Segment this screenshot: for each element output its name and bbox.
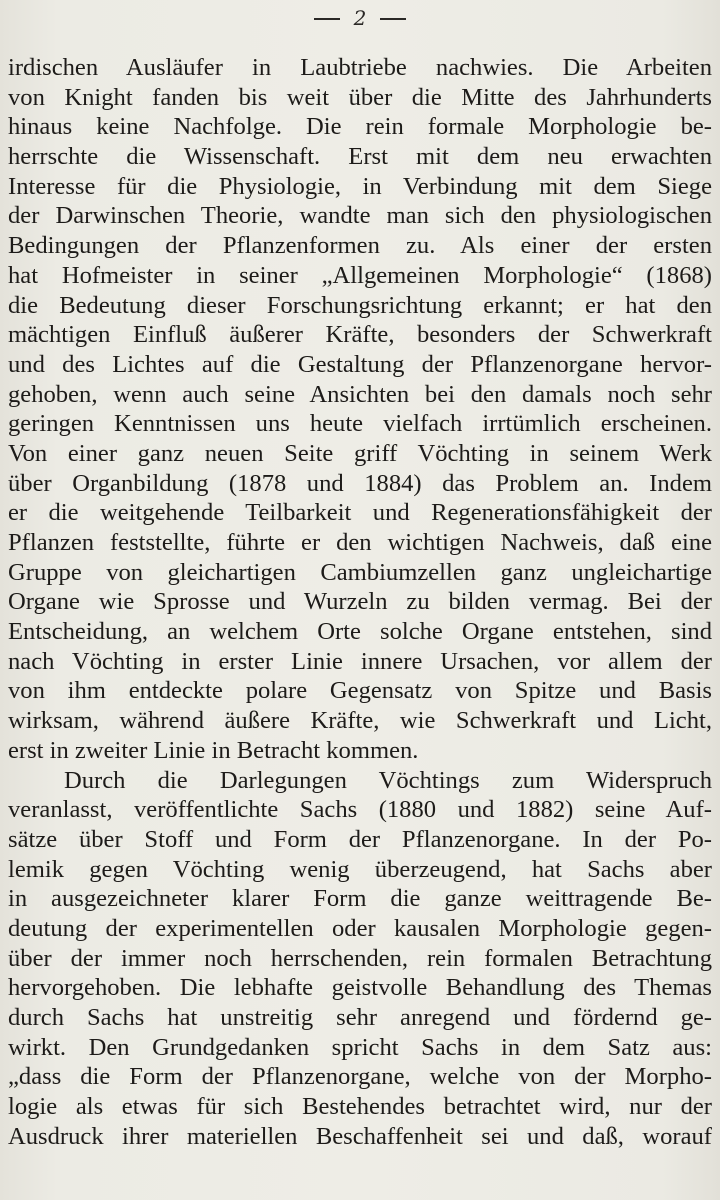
text-line: Entscheidung, an welchem Orte solche Organe entstehen, sind bbox=[8, 618, 712, 646]
text-line: Von einer ganz neuen Seite griff Vöchting in seinem Werk bbox=[8, 439, 712, 467]
text-line: von ihm entdeckte polare Gegensatz von Spitze und Basis bbox=[8, 677, 712, 705]
text-line: Bedingungen der Pflanzenformen zu. Als einer der ersten bbox=[8, 232, 712, 260]
text-line: Gruppe von gleichartigen Cambiumzellen ganz ungleichartige bbox=[8, 558, 712, 586]
paragraph bbox=[8, 766, 712, 1152]
text-line: herrschte die Wissenschaft. Erst mit dem neu erwachten bbox=[8, 143, 712, 171]
text-line: wirksam, während äußere Kräfte, wie Schwerkraft und Licht, bbox=[8, 707, 712, 735]
text-line: der Darwinschen Theorie, wandte man sich den physiologischen bbox=[8, 202, 712, 230]
text-line: sätze über Stoff und Form der Pflanzenorgane. In der Po- bbox=[8, 825, 712, 853]
text-line: „dass die Form der Pflanzenorgane, welche von der Morpho- bbox=[8, 1063, 712, 1091]
text-line: lemik gegen Vöchting wenig überzeugend, hat Sachs aber bbox=[8, 855, 712, 883]
text-line: logie als etwas für sich Bestehendes betrachtet wird, nur der bbox=[8, 1093, 712, 1121]
left-dash bbox=[314, 18, 340, 20]
text-line: und des Lichtes auf die Gestaltung der Pflanzenorgane hervor- bbox=[8, 350, 712, 378]
text-line: wirkt. Den Grundgedanken spricht Sachs in dem Satz aus: bbox=[8, 1033, 712, 1061]
right-dash bbox=[380, 18, 406, 20]
text-line: über der immer noch herrschenden, rein formalen Betrachtung bbox=[8, 944, 712, 972]
text-line: Interesse für die Physiologie, in Verbindung mit dem Siege bbox=[8, 172, 712, 200]
page-number: 2 bbox=[353, 6, 367, 30]
text-line: Organe wie Sprosse und Wurzeln zu bilden vermag. Bei der bbox=[8, 588, 712, 616]
text-line: die Bedeutung dieser Forschungsrichtung erkannt; er hat den bbox=[8, 291, 712, 319]
text-line: irdischen Ausläufer in Laubtriebe nachwies. Die Arbeiten bbox=[8, 54, 712, 81]
text-line: nach Vöchting in erster Linie innere Ursachen, vor allem der bbox=[8, 647, 712, 675]
text-line: Pflanzen feststellte, führte er den wichtigen Nachweis, daß eine bbox=[8, 529, 712, 556]
text-line: über Organbildung (1878 und 1884) das Problem an. Indem bbox=[8, 469, 712, 497]
text-line: hat Hofmeister in seiner „Allgemeinen Morphologie“ (1868) bbox=[8, 261, 712, 289]
text-line: in ausgezeichneter klarer Form die ganze weittragende Be- bbox=[8, 885, 712, 913]
paragraph bbox=[8, 53, 712, 766]
page-header bbox=[0, 4, 720, 32]
text-line: hinaus keine Nachfolge. Die rein formale Morphologie be- bbox=[8, 113, 712, 141]
text-line: veranlasst, veröffentlichte Sachs (1880 und 1882) seine Auf- bbox=[8, 796, 712, 824]
text-body bbox=[8, 53, 712, 1151]
text-line: erst in zweiter Linie in Betracht kommen. bbox=[8, 736, 419, 764]
text-line: mächtigen Einfluß äußerer Kräfte, besonders der Schwerkraft bbox=[8, 321, 712, 349]
text-line: Ausdruck ihrer materiellen Beschaffenheit sei und daß, worauf bbox=[8, 1122, 712, 1150]
text-line: hervorgehoben. Die lebhafte geistvolle Behandlung des Themas bbox=[8, 974, 712, 1002]
text-line: Durch die Darlegungen Vöchtings zum Widerspruch bbox=[64, 766, 712, 794]
text-line: von Knight fanden bis weit über die Mitte des Jahrhunderts bbox=[8, 83, 712, 111]
text-line: durch Sachs hat unstreitig sehr anregend und fördernd ge- bbox=[8, 1004, 712, 1031]
text-line: er die weitgehende Teilbarkeit und Regenerationsfähigkeit der bbox=[8, 499, 712, 527]
text-line: gehoben, wenn auch seine Ansichten bei den damals noch sehr bbox=[8, 380, 712, 408]
text-line: geringen Kenntnissen uns heute vielfach irrtümlich erscheinen. bbox=[8, 410, 712, 438]
text-line: deutung der experimentellen oder kausalen Morphologie gegen- bbox=[8, 914, 712, 942]
